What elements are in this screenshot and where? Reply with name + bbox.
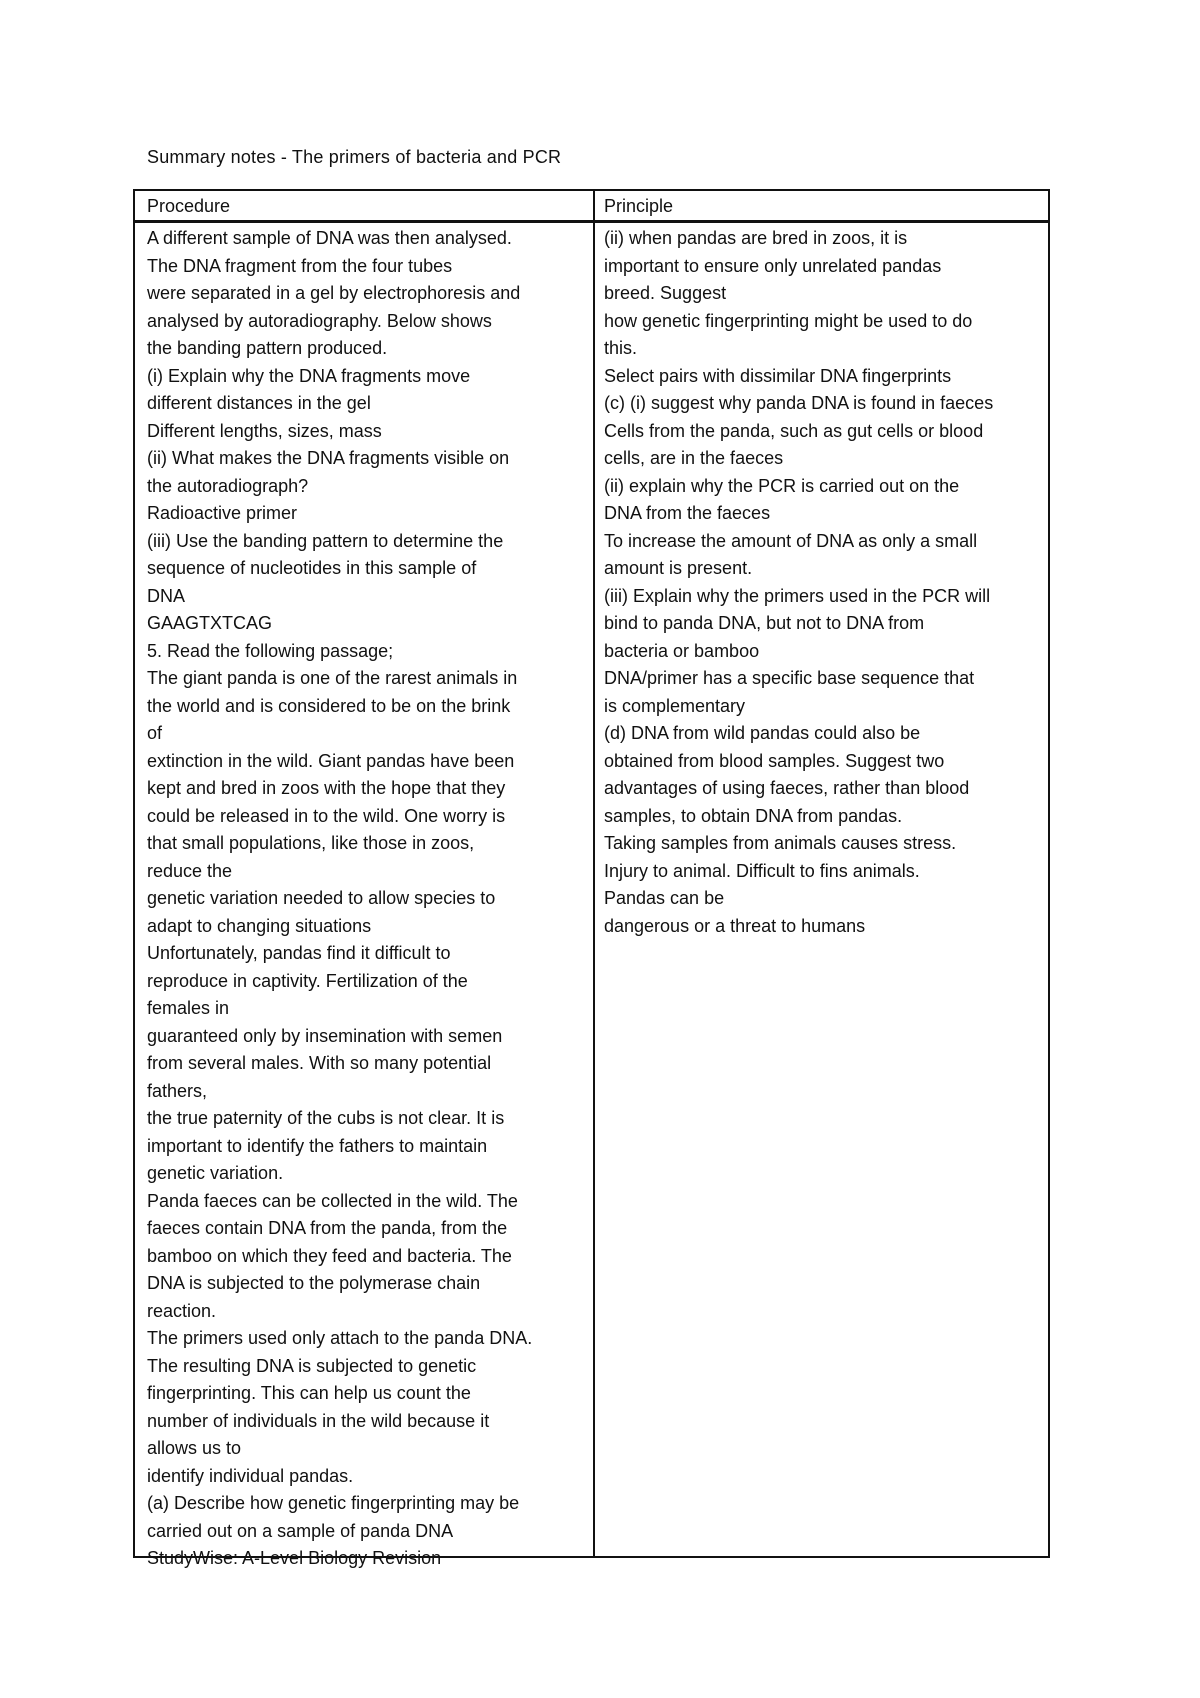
principle-text-line: (ii) explain why the PCR is carried out on the xyxy=(604,475,960,496)
procedure-text-line: StudyWise: A-Level Biology Revision xyxy=(147,1548,442,1568)
procedure-text-line: reduce the xyxy=(147,860,233,881)
procedure-text-line: faeces contain DNA from the panda, from the xyxy=(147,1218,508,1238)
principle-text-line: dangerous or a threat to humans xyxy=(604,915,866,936)
header-procedure: Procedure xyxy=(147,196,231,216)
principle-text-line: advantages of using faeces, rather than blood xyxy=(604,778,970,798)
procedure-text-line: The primers used only attach to the panda DNA. xyxy=(147,1328,533,1348)
procedure-text-line: The DNA fragment from the four tubes xyxy=(147,255,453,276)
procedure-cell xyxy=(147,225,587,1573)
procedure-text-line: females in xyxy=(147,998,230,1018)
procedure-text-line: A different sample of DNA was then analysed. xyxy=(147,228,512,248)
principle-text-line: cells, are in the faeces xyxy=(604,448,784,468)
procedure-text-line: guaranteed only by insemination with semen xyxy=(147,1025,503,1046)
principle-text-line: To increase the amount of DNA as only a small xyxy=(604,530,978,551)
procedure-text-line: Panda faeces can be collected in the wild. The xyxy=(147,1190,518,1211)
principle-text-line: this. xyxy=(604,338,638,358)
procedure-text-line: (iii) Use the banding pattern to determine the xyxy=(147,530,504,551)
principle-text-line: Injury to animal. Difficult to fins animals. xyxy=(604,860,920,881)
principle-text-line: is complementary xyxy=(604,695,746,716)
principle-text-line: (iii) Explain why the primers used in the PCR will xyxy=(604,585,991,606)
procedure-text-line: of xyxy=(147,723,163,743)
principle-text-line: (d) DNA from wild pandas could also be xyxy=(604,723,921,743)
procedure-text-line: reaction. xyxy=(147,1300,217,1321)
procedure-text-line: the world and is considered to be on the brink xyxy=(147,695,511,716)
procedure-text-line: DNA xyxy=(147,585,186,606)
procedure-text-line: DNA is subjected to the polymerase chain xyxy=(147,1273,481,1293)
procedure-text-line: (i) Explain why the DNA fragments move xyxy=(147,365,471,386)
procedure-text-line: (a) Describe how genetic fingerprinting may be xyxy=(147,1493,520,1513)
procedure-text-line: genetic variation needed to allow species to xyxy=(147,888,496,908)
procedure-text-line: adapt to changing situations xyxy=(147,915,372,936)
principle-text-line: important to ensure only unrelated pandas xyxy=(604,255,942,276)
principle-text-line: amount is present. xyxy=(604,558,753,578)
procedure-text-line: important to identify the fathers to maintain xyxy=(147,1135,488,1156)
procedure-text-line: kept and bred in zoos with the hope that they xyxy=(147,778,506,798)
principle-text-line: how genetic fingerprinting might be used to do xyxy=(604,310,973,331)
procedure-text-line: different distances in the gel xyxy=(147,393,371,413)
table-header-row xyxy=(135,191,1048,223)
procedure-text-line: the autoradiograph? xyxy=(147,475,309,496)
principle-text-line: Cells from the panda, such as gut cells or blood xyxy=(604,420,984,441)
principle-text-line: samples, to obtain DNA from pandas. xyxy=(604,805,903,826)
procedure-text-line: 5. Read the following passage; xyxy=(147,640,394,661)
procedure-text-line: (ii) What makes the DNA fragments visible on xyxy=(147,448,510,468)
principle-text-line: bind to panda DNA, but not to DNA from xyxy=(604,613,925,633)
column-divider xyxy=(593,191,595,1556)
procedure-text-line: Unfortunately, pandas find it difficult to xyxy=(147,943,451,963)
procedure-text-line: bamboo on which they feed and bacteria. The xyxy=(147,1245,512,1266)
procedure-text-line: number of individuals in the wild because it xyxy=(147,1410,490,1431)
principle-text-line: Select pairs with dissimilar DNA fingerprints xyxy=(604,365,952,386)
principle-text-line: DNA from the faeces xyxy=(604,503,771,523)
summary-table xyxy=(133,189,1050,1568)
procedure-text-line: analysed by autoradiography. Below shows xyxy=(147,310,492,331)
procedure-text-line: allows us to xyxy=(147,1438,242,1458)
procedure-text-line: The resulting DNA is subjected to genetic xyxy=(147,1355,477,1376)
procedure-text-line: were separated in a gel by electrophoresis and xyxy=(147,283,521,303)
procedure-text-line: Different lengths, sizes, mass xyxy=(147,420,382,441)
procedure-text-line: Radioactive primer xyxy=(147,503,298,523)
procedure-text-line: reproduce in captivity. Fertilization of the xyxy=(147,970,468,991)
procedure-text-line: The giant panda is one of the rarest animals in xyxy=(147,668,518,688)
procedure-text-line: extinction in the wild. Giant pandas have been xyxy=(147,750,515,771)
principle-text-line: Taking samples from animals causes stress. xyxy=(604,833,957,853)
principle-text-line: bacteria or bamboo xyxy=(604,640,760,661)
procedure-text-line: fathers, xyxy=(147,1080,208,1101)
procedure-text-line: the banding pattern produced. xyxy=(147,338,388,358)
principle-text-line: Pandas can be xyxy=(604,888,725,908)
procedure-text-line: GAAGTXTCAG xyxy=(147,613,273,633)
procedure-text-line: sequence of nucleotides in this sample of xyxy=(147,558,477,578)
procedure-text-line: could be released in to the wild. One worry is xyxy=(147,805,506,826)
procedure-text-line: fingerprinting. This can help us count the xyxy=(147,1383,471,1403)
principle-text-line: breed. Suggest xyxy=(604,283,727,303)
principle-text-line: DNA/primer has a specific base sequence that xyxy=(604,668,975,688)
principle-text-line: obtained from blood samples. Suggest two xyxy=(604,750,945,771)
principle-cell xyxy=(604,225,1048,940)
procedure-text-line: from several males. With so many potential xyxy=(147,1053,492,1073)
document-title: Summary notes - The primers of bacteria and PCR xyxy=(147,147,562,167)
principle-text-line: (c) (i) suggest why panda DNA is found in faeces xyxy=(604,393,994,413)
procedure-text-line: the true paternity of the cubs is not clear. It is xyxy=(147,1108,505,1128)
principle-text-line: (ii) when pandas are bred in zoos, it is xyxy=(604,228,908,248)
procedure-text-line: that small populations, like those in zoos, xyxy=(147,833,475,853)
procedure-text-line: identify individual pandas. xyxy=(147,1465,354,1486)
procedure-text-line: carried out on a sample of panda DNA xyxy=(147,1520,454,1541)
procedure-text-line: genetic variation. xyxy=(147,1163,284,1183)
header-principle: Principle xyxy=(604,196,674,216)
